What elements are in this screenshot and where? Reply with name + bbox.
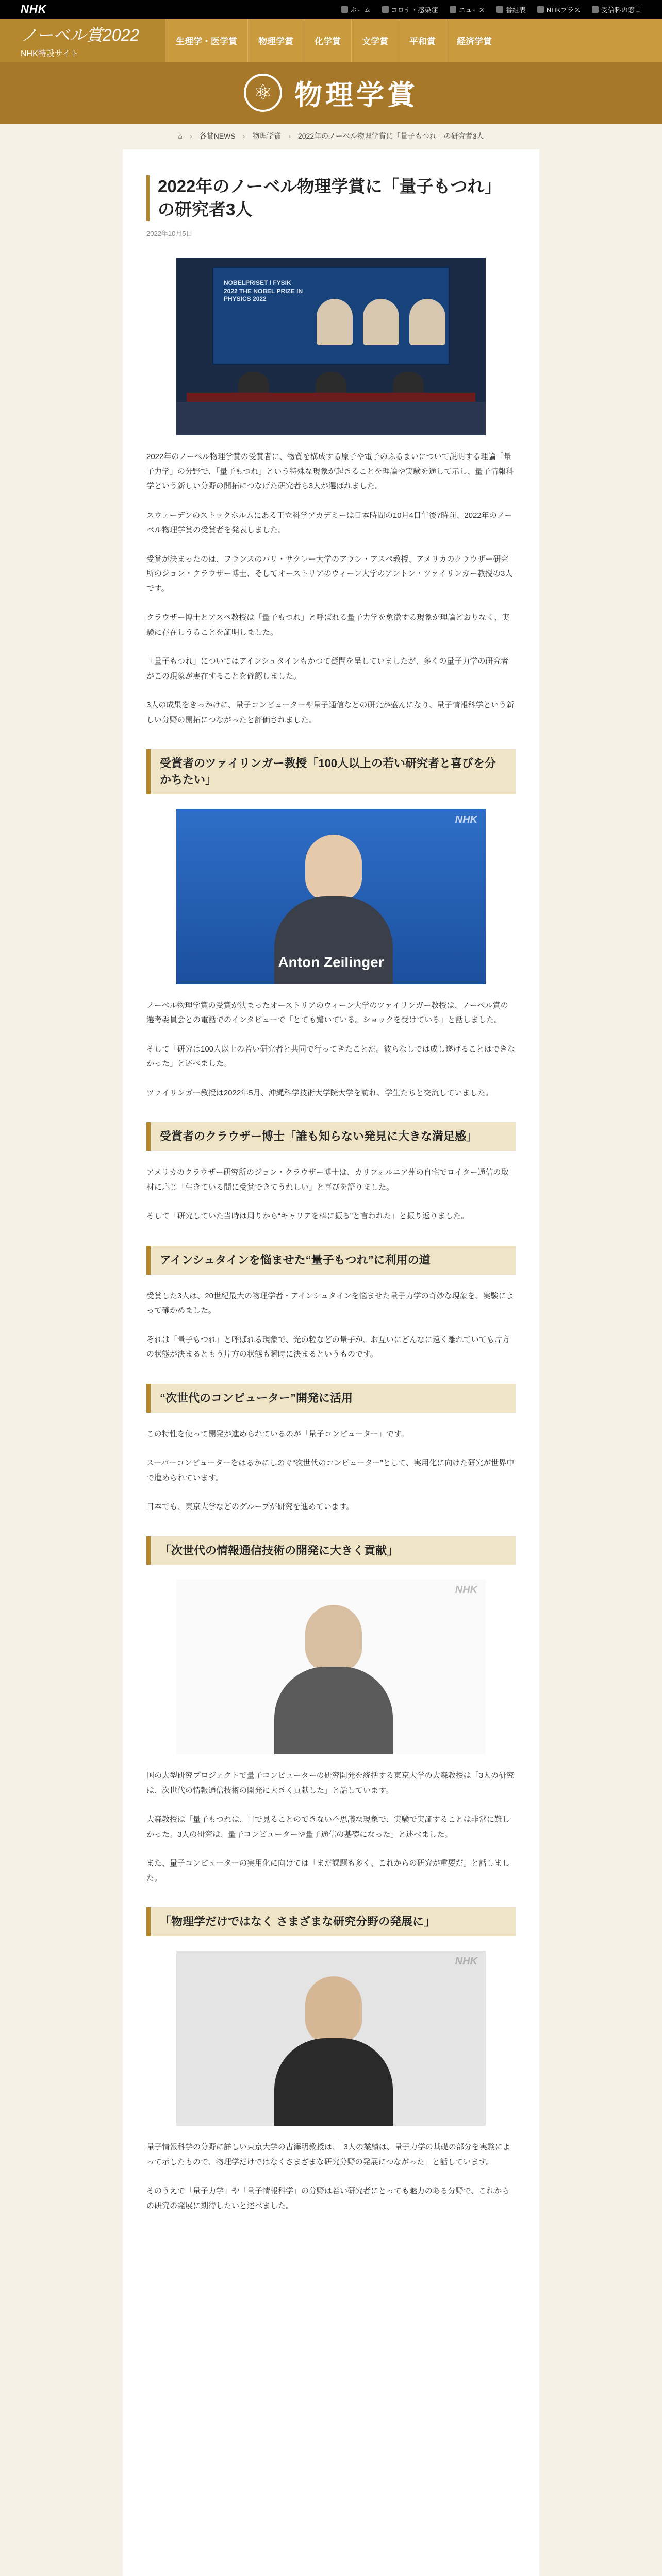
breadcrumb-current: 2022年のノーベル物理学賞に「量子もつれ」の研究者3人 [297, 132, 484, 140]
section-heading: “次世代のコンピューター”開発に活用 [146, 1384, 516, 1413]
portrait-head [305, 1976, 362, 2043]
nav-economics[interactable]: 経済学賞 [446, 19, 502, 62]
paragraph: クラウザー博士とアスペ教授は「量子もつれ」と呼ばれる量子力学を象徴する現象が理論どおりなく、実験に存在しうることを証明しました。 [146, 613, 510, 637]
top-link-news[interactable]: ニュース [450, 5, 485, 14]
play-icon [537, 6, 544, 13]
portrait-head [305, 1605, 362, 1672]
nav-physics[interactable]: 物理学賞 [247, 19, 304, 62]
chevron-right-icon: › [189, 132, 192, 140]
virus-icon [382, 6, 389, 13]
paragraph: アメリカのクラウザー研究所のジョン・クラウザー博士は、カリフォルニア州の自宅でロイター通信の取材に応じ「生きている間に受賞できてうれしい」と喜びを語りました。 [146, 1168, 509, 1192]
stage-floor [176, 402, 486, 435]
atom-icon: ⚛ [244, 74, 282, 112]
section-heading: 「次世代の情報通信技術の開発に大きく貢献」 [146, 1536, 516, 1565]
laureate-portrait [363, 299, 399, 345]
paragraph: そして「研究していた当時は周りから“キャリアを棒に振る”と言われた」と振り返りました。 [146, 1212, 469, 1221]
omori-photo [176, 1579, 486, 1754]
paragraph: ツァイリンガー教授は2022年5月、沖縄科学技術大学院大学を訪れ、学生たちと交流していました。 [146, 1088, 493, 1097]
paragraph: 国の大型研究プロジェクトで量子コンピューターの研究開発を統括する東京大学の大森教授は「3人の研究は、次世代の情報通信技術の開発に大きく貢献した」と話しています。 [146, 1771, 515, 1795]
top-link-receiving-fee[interactable]: 受信料の窓口 [592, 5, 641, 14]
zeilinger-photo [176, 809, 486, 984]
screen-text: NOBELPRISET I FYSIK 2022 THE NOBEL PRIZE IN PHYSICS 2022 [224, 279, 303, 303]
nav-medicine[interactable]: 生理学・医学賞 [165, 19, 247, 62]
top-bar [0, 0, 662, 19]
paragraph: スーパーコンピューターをはるかにしのぐ“次世代のコンピューター”として、実用化に向けた研究が世界中で進められています。 [146, 1459, 515, 1482]
paragraph: そのうえで「量子力学」や「量子情報科学」の分野は若い研究者にとっても魅力のある分野で、これからの研究の発展に期待したいと述べました。 [146, 2187, 510, 2210]
portrait-body [274, 2038, 393, 2126]
paragraph: 受賞した3人は、20世紀最大の物理学者・アインシュタインを悩ませた量子力学の奇妙な現象を、実験によって確かめました。 [146, 1291, 514, 1315]
banner-title: 物理学賞 [294, 79, 418, 111]
site-header [0, 19, 662, 62]
home-icon [341, 6, 348, 13]
nav-peace[interactable]: 平和賞 [399, 19, 446, 62]
category-banner [0, 62, 662, 124]
calendar-icon [496, 6, 503, 13]
article-title: 2022年のノーベル物理学賞に「量子もつれ」の研究者3人 [158, 177, 502, 219]
top-link-home[interactable]: ホーム [341, 5, 371, 14]
article-date: 2022年10月5日 [146, 230, 193, 238]
breadcrumb [0, 124, 662, 148]
laureate-portrait [317, 299, 353, 345]
paragraph: それは「量子もつれ」と呼ばれる現象で、光の粒などの量子が、お互いにどんなに遠く離れていても片方の状態が決まるともう片方の状態も瞬時に決まるというものです。 [146, 1335, 510, 1359]
announcement-screen [212, 267, 450, 365]
article-header [146, 175, 516, 221]
article-card [123, 149, 539, 2576]
nhk-watermark: NHK [455, 1584, 477, 1596]
paragraph: 受賞が決まったのは、フランスのパリ・サクレー大学のアラン・アスペ教授、アメリカのクラウザー研究所のジョン・クラウザー博士、そしてオーストリアのウィーン大学のアントン・ツァイリンガー教授の3人です。 [146, 554, 513, 593]
nhk-watermark: NHK [455, 814, 477, 825]
section-heading: 受賞者のクラウザー博士「誰も知らない発見に大きな満足感」 [146, 1122, 516, 1151]
hero-image [176, 258, 486, 435]
paragraph: スウェーデンのストックホルムにある王立科学アカデミーは日本時間の10月4日午後7時前、2022年のノーベル物理学賞の受賞者を発表しました。 [146, 511, 512, 535]
photo-caption: Anton Zeilinger [278, 954, 384, 970]
section-heading: 受賞者のツァイリンガー教授「100人以上の若い研究者と喜びを分かちたい」 [146, 749, 516, 794]
paragraph: 3人の成果をきっかけに、量子コンピューターや量子通信などの研究が盛んになり、量子情報科学という新しい分野の開拓につながったと評価されました。 [146, 701, 515, 724]
laureate-portrait [409, 299, 445, 345]
portrait-body [274, 896, 393, 984]
paragraph: 2022年のノーベル物理学賞の受賞者に、物質を構成する原子や電子のふるまいについて説明する理論「量子力学」の分野で、「量子もつれ」という特殊な現象が起きることを理論や実験を通して示し、量子情報科学という新しい分野の開拓につなげた研究者ら3人が選ばれました。 [146, 452, 514, 491]
top-link-corona[interactable]: コロナ・感染症 [382, 5, 438, 14]
section-heading: 「物理学だけではなく さまざまな研究分野の発展に」 [146, 1907, 516, 1936]
breadcrumb-news[interactable]: 各賞NEWS [199, 132, 236, 140]
category-nav [165, 19, 502, 62]
paragraph: そして「研究は100人以上の若い研究者と共同で行ってきたことだ。彼らなしでは成し遂げることはできなかった」と述べました。 [146, 1044, 516, 1069]
breadcrumb-physics[interactable]: 物理学賞 [252, 132, 282, 140]
top-link-nhkplus[interactable]: NHKプラス [537, 5, 581, 14]
portrait-head [305, 835, 362, 902]
news-icon [450, 6, 456, 13]
paragraph: この特性を使って開発が進められているのが「量子コンピューター」です。 [146, 1429, 409, 1438]
nhk-logo[interactable]: NHK [21, 3, 47, 15]
section-heading: アインシュタインを悩ませた“量子もつれ”に利用の道 [146, 1246, 516, 1275]
site-brand[interactable] [0, 19, 165, 62]
brand-title: ノーベル賞2022 [21, 25, 140, 44]
paragraph: 大森教授は「量子もつれは、目で見ることのできない不思議な現象で、実験で実証することは非常に難しかった。3人の研究は、量子コンピューターや量子通信の基礎になった」と述べました。 [146, 1815, 510, 1839]
paragraph: また、量子コンピューターの実用化に向けては「まだ課題も多く、これからの研究が重要だ」と話しました。 [146, 1859, 510, 1883]
paragraph: 量子情報科学の分野に詳しい東京大学の古澤明教授は、「3人の業績は、量子力学の基礎の部分を実験によって示したもので、物理学だけではなくさまざまな研究分野の発展につながった」と話しています。 [146, 2143, 510, 2166]
nav-literature[interactable]: 文学賞 [351, 19, 399, 62]
chevron-right-icon: › [242, 132, 245, 140]
paragraph: 日本でも、東京大学などのグループが研究を進めています。 [146, 1502, 354, 1512]
paragraph: ノーベル物理学賞の受賞が決まったオーストリアのウィーン大学のツァイリンガー教授は、ノーベル賞の選考委員会との電話でのインタビューで「とても驚いている。ショックを受けている」と話しました。 [146, 1001, 508, 1025]
home-icon[interactable]: ⌂ [178, 132, 183, 140]
top-link-tv-schedule[interactable]: 番組表 [496, 5, 526, 14]
window-icon [592, 6, 599, 13]
nhk-watermark: NHK [455, 1956, 477, 1968]
chevron-right-icon: › [288, 132, 291, 140]
furusawa-photo [176, 1951, 486, 2126]
paragraph: 「量子もつれ」についてはアインシュタインもかつて疑問を呈していましたが、多くの量子力学の研究者がこの現象が実在することを確認しました。 [146, 657, 509, 681]
portrait-body [274, 1667, 393, 1754]
panel-table [187, 393, 475, 402]
nav-chemistry[interactable]: 化学賞 [304, 19, 351, 62]
top-links [341, 5, 641, 14]
brand-subtitle: NHK特設サイト [21, 49, 79, 58]
